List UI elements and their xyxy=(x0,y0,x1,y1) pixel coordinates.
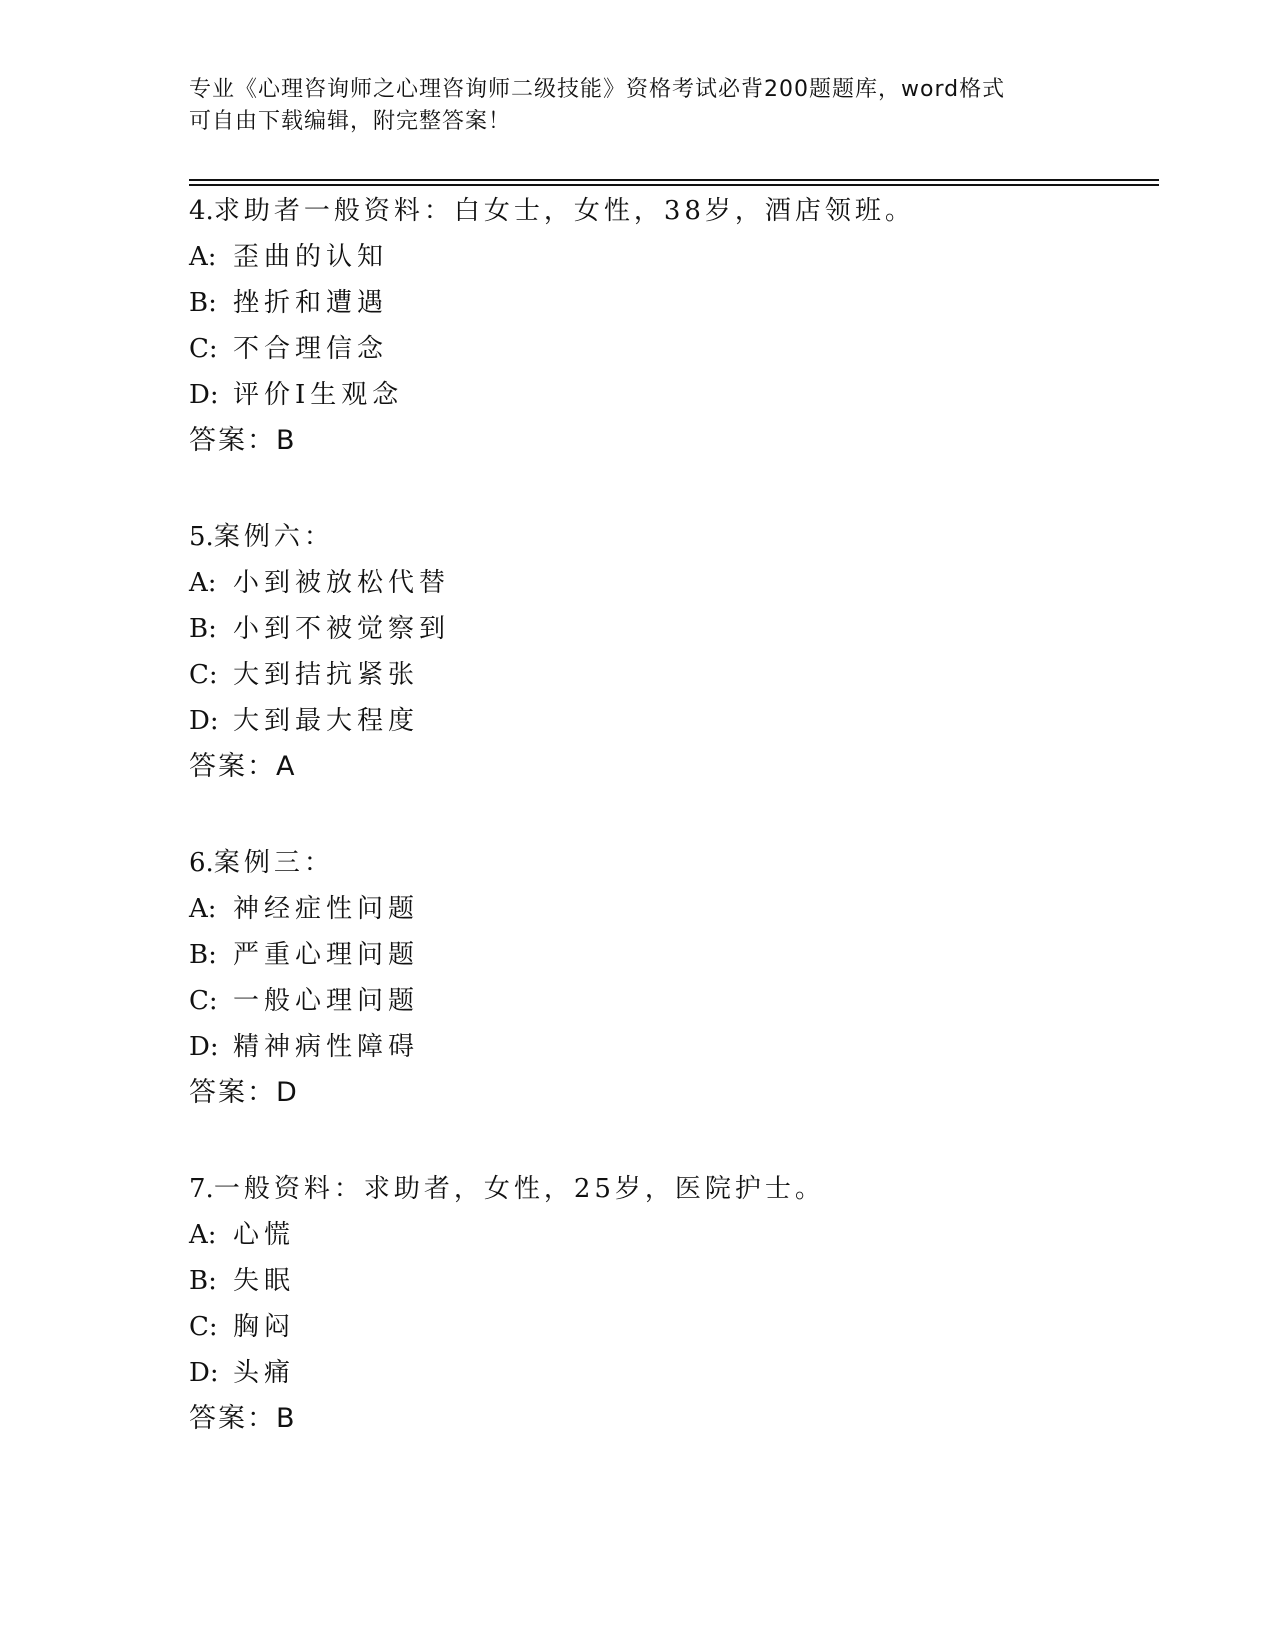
option-a xyxy=(189,1212,1139,1258)
answer-line xyxy=(189,418,1139,464)
question-list xyxy=(189,188,1139,1492)
option-text: 神经症性问题 xyxy=(233,894,420,924)
question-stem xyxy=(189,188,1139,234)
question-stem xyxy=(189,1166,1139,1212)
option-a xyxy=(189,560,1139,606)
option-key: A: xyxy=(189,894,217,924)
option-text: 不合理信念 xyxy=(233,334,389,364)
option-text: 大到拮抗紧张 xyxy=(233,660,420,690)
option-key: B: xyxy=(189,614,217,644)
option-text: 小到不被觉察到 xyxy=(233,614,451,644)
option-key: C: xyxy=(189,1312,218,1342)
option-text: 挫折和遭遇 xyxy=(233,288,389,318)
question-6 xyxy=(189,840,1139,1116)
document-header xyxy=(189,74,1069,138)
option-b xyxy=(189,932,1139,978)
answer-value: A xyxy=(276,751,295,782)
question-number: 7. xyxy=(189,1174,214,1204)
question-number: 6. xyxy=(189,848,214,878)
answer-line xyxy=(189,1396,1139,1442)
question-5 xyxy=(189,514,1139,790)
answer-line xyxy=(189,744,1139,790)
option-key: D: xyxy=(189,706,219,736)
option-c xyxy=(189,326,1139,372)
answer-label: 答案： xyxy=(189,1077,276,1108)
option-c xyxy=(189,978,1139,1024)
answer-value: B xyxy=(276,425,295,456)
option-text: 评价I生观念 xyxy=(233,380,404,410)
option-text: 头痛 xyxy=(233,1358,296,1388)
answer-value: D xyxy=(276,1077,297,1108)
question-number: 5. xyxy=(189,522,214,552)
header-line-2: 可自由下载编辑，附完整答案！ xyxy=(189,109,512,134)
question-text: 一般资料：求助者，女性，25岁，医院护士。 xyxy=(213,1174,825,1204)
option-key: A: xyxy=(189,568,217,598)
option-key: A: xyxy=(189,1220,217,1250)
question-text: 案例六： xyxy=(213,522,334,552)
option-d xyxy=(189,1350,1139,1396)
header-divider-bottom xyxy=(189,184,1159,186)
option-key: D: xyxy=(189,1032,219,1062)
option-key: C: xyxy=(189,334,218,364)
answer-value: B xyxy=(276,1403,295,1434)
option-text: 歪曲的认知 xyxy=(233,242,389,272)
option-b xyxy=(189,606,1139,652)
answer-line xyxy=(189,1070,1139,1116)
option-text: 失眠 xyxy=(233,1266,296,1296)
answer-label: 答案： xyxy=(189,1403,276,1434)
option-a xyxy=(189,886,1139,932)
answer-label: 答案： xyxy=(189,751,276,782)
option-text: 大到最大程度 xyxy=(233,706,420,736)
question-stem xyxy=(189,840,1139,886)
question-number: 4. xyxy=(189,196,214,226)
option-a xyxy=(189,234,1139,280)
option-key: B: xyxy=(189,288,217,318)
option-text: 胸闷 xyxy=(233,1312,296,1342)
question-text: 求助者一般资料：白女士，女性，38岁，酒店领班。 xyxy=(213,196,915,226)
option-key: A: xyxy=(189,242,217,272)
option-d xyxy=(189,1024,1139,1070)
question-stem xyxy=(189,514,1139,560)
option-b xyxy=(189,1258,1139,1304)
option-text: 一般心理问题 xyxy=(233,986,420,1016)
option-key: B: xyxy=(189,940,217,970)
option-text: 严重心理问题 xyxy=(233,940,420,970)
option-key: C: xyxy=(189,660,218,690)
option-text: 精神病性障碍 xyxy=(233,1032,420,1062)
question-4 xyxy=(189,188,1139,464)
option-key: C: xyxy=(189,986,218,1016)
option-text: 小到被放松代替 xyxy=(233,568,451,598)
question-text: 案例三： xyxy=(213,848,334,878)
option-c xyxy=(189,1304,1139,1350)
option-c xyxy=(189,652,1139,698)
answer-label: 答案： xyxy=(189,425,276,456)
header-divider-top xyxy=(189,179,1159,181)
question-7 xyxy=(189,1166,1139,1442)
option-d xyxy=(189,698,1139,744)
option-text: 心慌 xyxy=(233,1220,296,1250)
option-key: D: xyxy=(189,1358,219,1388)
option-d xyxy=(189,372,1139,418)
option-b xyxy=(189,280,1139,326)
option-key: D: xyxy=(189,380,219,410)
header-line-1: 专业《心理咨询师之心理咨询师二级技能》资格考试必背200题题库，word格式 xyxy=(189,77,1006,102)
option-key: B: xyxy=(189,1266,217,1296)
